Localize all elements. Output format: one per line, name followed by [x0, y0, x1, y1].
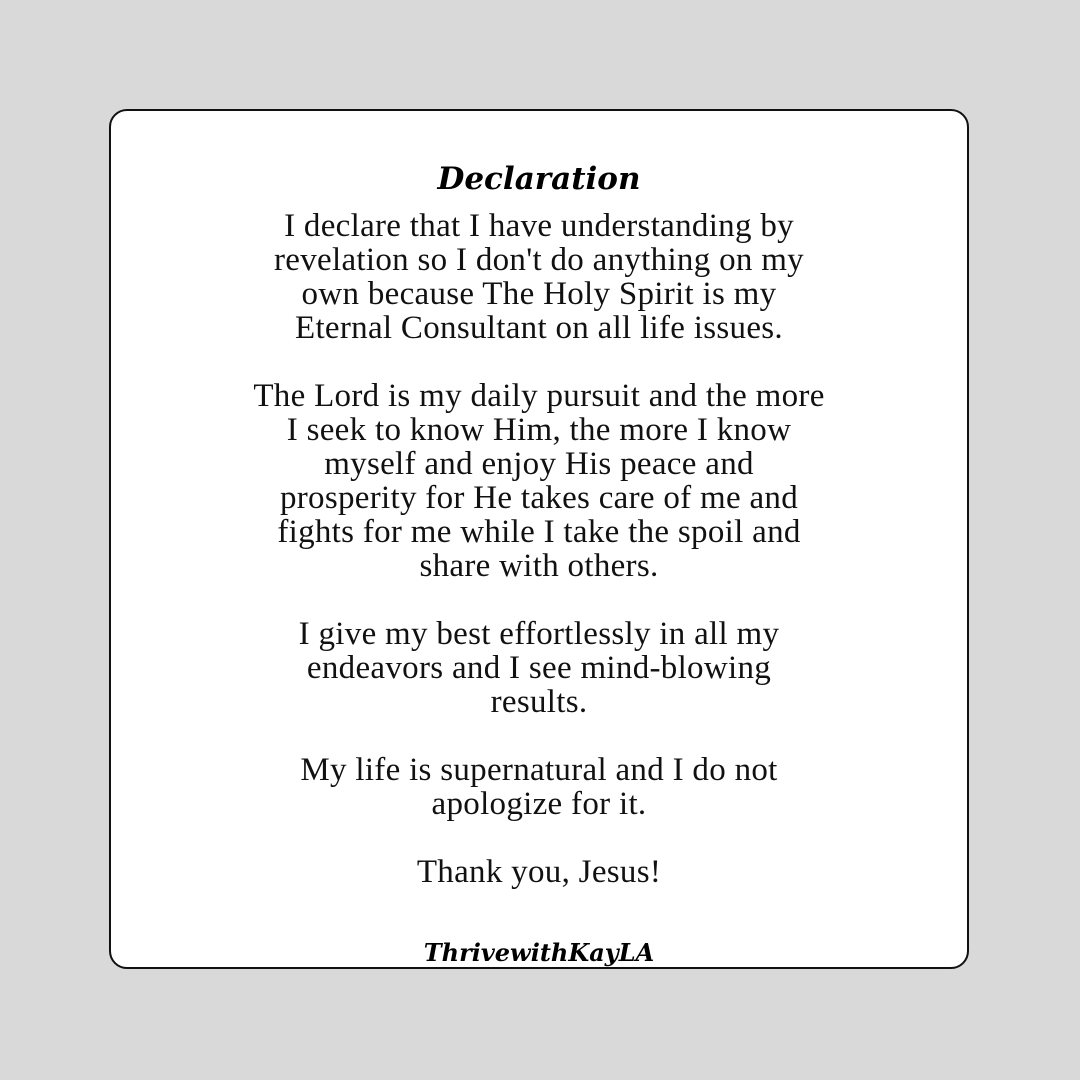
text-line: Thank you, Jesus! [416, 854, 662, 890]
paragraph-3 [171, 617, 907, 719]
text-line: My life is supernatural and I do not [300, 752, 778, 788]
text-line: revelation so I don't do anything on my [274, 242, 804, 278]
text-line: prosperity for He takes care of me and [279, 480, 799, 516]
text-line: own because The Holy Spirit is my [301, 276, 777, 312]
text-line: endeavors and I see mind-blowing [306, 650, 772, 686]
text-line: I declare that I have understanding by [284, 208, 794, 244]
card-title: Declaration [437, 161, 641, 197]
text-line: apologize for it. [431, 786, 647, 822]
declaration-card [109, 109, 969, 969]
paragraph-4 [171, 753, 907, 821]
signature: ThrivewithKayLA [423, 938, 655, 967]
text-line: The Lord is my daily pursuit and the more [253, 378, 825, 414]
text-line: Eternal Consultant on all life issues. [295, 310, 783, 346]
text-line: share with others. [419, 548, 659, 584]
paragraph-2 [171, 379, 907, 583]
text-line: myself and enjoy His peace and [324, 446, 754, 482]
text-line: I give my best effortlessly in all my [298, 616, 780, 652]
text-line: I seek to know Him, the more I know [286, 412, 792, 448]
paragraph-1 [171, 209, 907, 345]
paragraph-5 [171, 855, 907, 889]
text-line: results. [490, 684, 588, 720]
declaration-body [171, 209, 907, 889]
text-line: fights for me while I take the spoil and [277, 514, 801, 550]
